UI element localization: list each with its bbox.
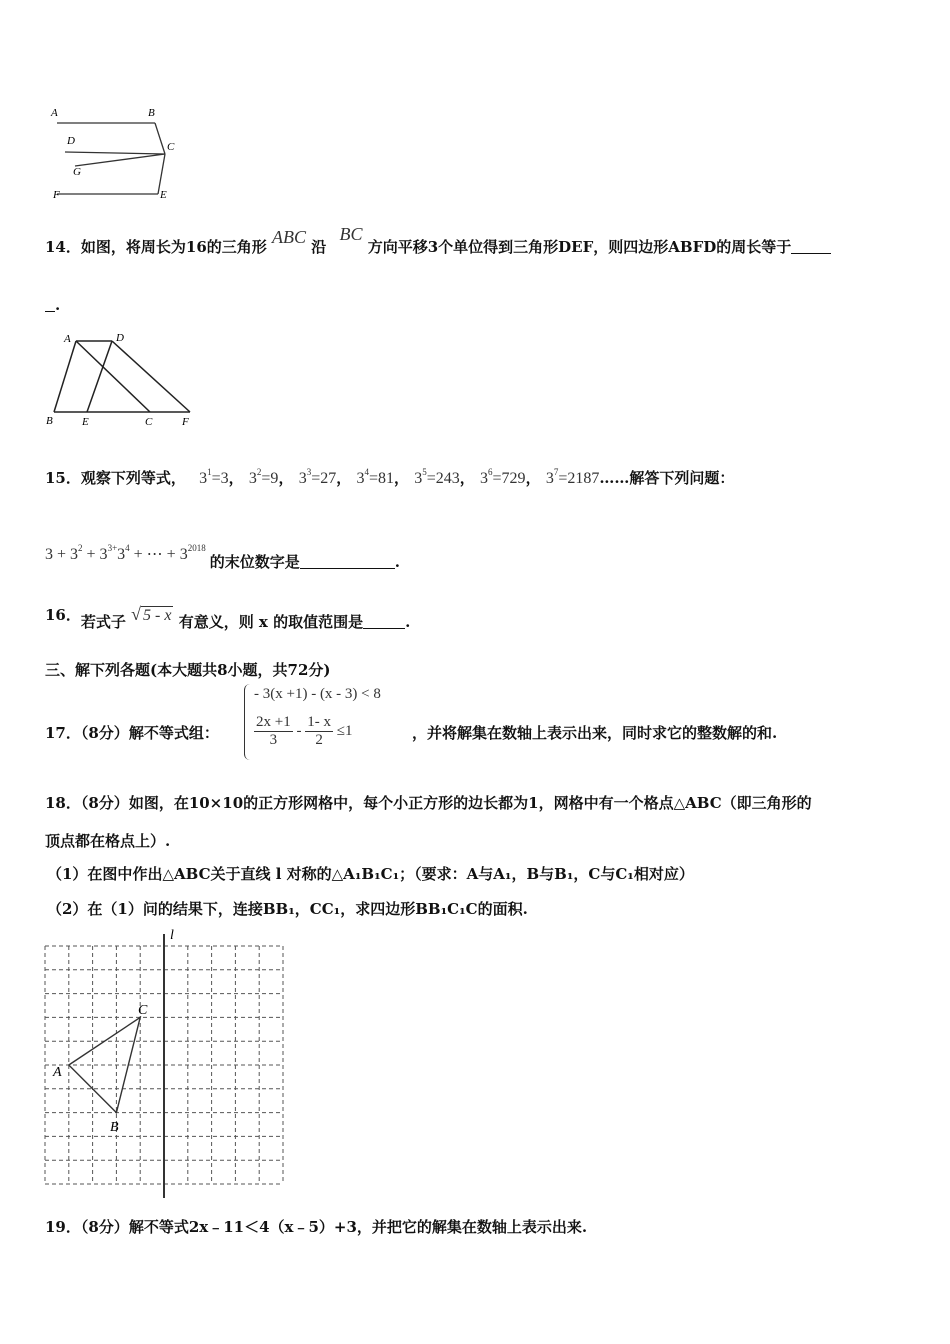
q17-score: （8分） [80, 724, 129, 742]
q15-eq-6: $3^6=729$ [480, 467, 526, 487]
question-17 [45, 722, 219, 743]
q15-eq-4: $3^4=81$ [356, 467, 394, 487]
q15-eq-5: $3^5=243$ [414, 467, 460, 487]
q17-frac2-den: 2 [315, 732, 323, 748]
fig14-label-e: E [82, 416, 89, 428]
q17-frac2-num: 1- x [307, 714, 331, 730]
q15-eq-1: $3^1=3$ [199, 467, 229, 487]
section-3-heading: 三、解下列各题(本大题共8小题，共72分) [45, 661, 331, 679]
q15-eq-2: $3^2=9$ [248, 467, 279, 487]
q14-text-2: 沿 [311, 238, 327, 256]
translated-triangles-figure [42, 328, 202, 432]
q15-expression-line [45, 543, 400, 571]
q17-text-2: ，并将解集在数轴上表示出来，同时求它的整数解的和. [412, 724, 778, 742]
q15-tail: . [394, 553, 400, 571]
fig13-label-d: D [67, 135, 75, 147]
vertex-b-label: B [110, 1120, 119, 1135]
vertex-c-label: C [138, 1003, 148, 1018]
fig13-label-b: B [148, 107, 155, 119]
q16-tail: . [405, 613, 411, 631]
fig14-label-d: D [116, 332, 124, 344]
q16-sqrt: √ 5 - x [131, 604, 172, 624]
q17-brace [244, 684, 251, 760]
q14-math-abc: ABC [272, 227, 306, 247]
q17-inequality-2: $\frac{2x +1}{3}$ - $\frac{1- x}{2}$ ≤1 [256, 714, 353, 748]
q18-text-1: 如图，在10×10的正方形网格中，每个小正方形的边长都为1，网格中有一个格点△ABC（即三角形的 [128, 794, 812, 812]
q15-eq-7: $3^7=2187$ [545, 467, 600, 487]
fig14-label-b: B [46, 415, 53, 427]
fig13-label-a: A [51, 107, 58, 119]
q14-math-bc: BC [339, 224, 363, 244]
question-18 [45, 792, 812, 813]
q16-answer-blank [363, 614, 405, 629]
q19-text-1: 解不等式2x﹣11＜4（x﹣5）+3，并把它的解集在数轴上表示出来. [128, 1218, 588, 1236]
question-16 [45, 604, 411, 631]
q16-radicand: 5 - x [143, 607, 172, 624]
fig13-label-f: F [53, 189, 60, 201]
q15-sum-expression: $3 + 3^2 + 3^{3+}3^4$ + ⋯ + $3^{2018}$ [45, 543, 206, 563]
q19-score: （8分） [80, 1218, 129, 1236]
question-15: 15．观察下列等式， $3^1=3$， $3^2=9$， $3^3=27$， $3^4=81$， $3^5=243$， $3^6=729$， $3^7=2187\dots\dots$解答下列问题： [45, 467, 735, 487]
q15-number: 15． [45, 469, 81, 487]
line-l-label: l [170, 928, 174, 943]
q18-number: 18． [45, 794, 81, 812]
q18-part-1: （1）在图中作出△ABC关于直线 l 对称的△A₁B₁C₁；（要求：A与A₁，B与B₁，C与C₁相对应） [47, 865, 694, 883]
q19-number: 19． [45, 1218, 81, 1236]
grid-triangle-figure [40, 926, 290, 1200]
q15-text-2: ……解答下列问题： [599, 469, 735, 487]
q17-number: 17． [45, 724, 81, 742]
fig14-label-a: A [64, 333, 71, 345]
q16-text-1: 若式子 [80, 613, 126, 631]
fig13-label-c: C [167, 141, 175, 153]
q17-frac1-den: 3 [269, 732, 278, 748]
q16-text-2: 有意义，则 x 的取值范围是 [178, 613, 364, 631]
q18-text-1b: 顶点都在格点上）. [45, 832, 171, 850]
fig14-label-c: C [145, 416, 153, 428]
q14-blank-tail [45, 296, 60, 314]
q14-number: 14． [45, 238, 81, 256]
q17-frac1-num: 2x +1 [256, 714, 291, 730]
q15-answer-blank [300, 554, 395, 569]
q15-eq-3: $3^3=27$ [298, 467, 337, 487]
parallel-lines-figure [45, 100, 195, 205]
q15-text-3: 的末位数字是 [209, 553, 300, 571]
q17-inequality-1: - 3(x +1) - (x - 3) < 8 [254, 686, 381, 702]
question-14 [45, 224, 831, 257]
q14-answer-blank [791, 239, 831, 254]
fig14-label-f: F [182, 416, 189, 428]
fig13-label-g: G [73, 166, 81, 178]
q18-part-2: （2）在（1）问的结果下，连接BB₁，CC₁，求四边形BB₁C₁C的面积. [47, 900, 528, 918]
q14-text-3: 方向平移3个单位得到三角形DEF，则四边形ABFD的周长等于 [367, 238, 792, 256]
vertex-a-label: A [53, 1065, 62, 1080]
q18-score: （8分） [80, 794, 129, 812]
q14-tail: . [55, 296, 61, 314]
question-19 [45, 1216, 587, 1237]
fig13-label-e: E [160, 189, 167, 201]
q16-number: 16． [45, 606, 81, 624]
q15-text-1: 观察下列等式， [80, 469, 186, 487]
q17-text-1: 解不等式组： [128, 724, 219, 742]
q14-text-1: 如图，将周长为16的三角形 [80, 238, 267, 256]
